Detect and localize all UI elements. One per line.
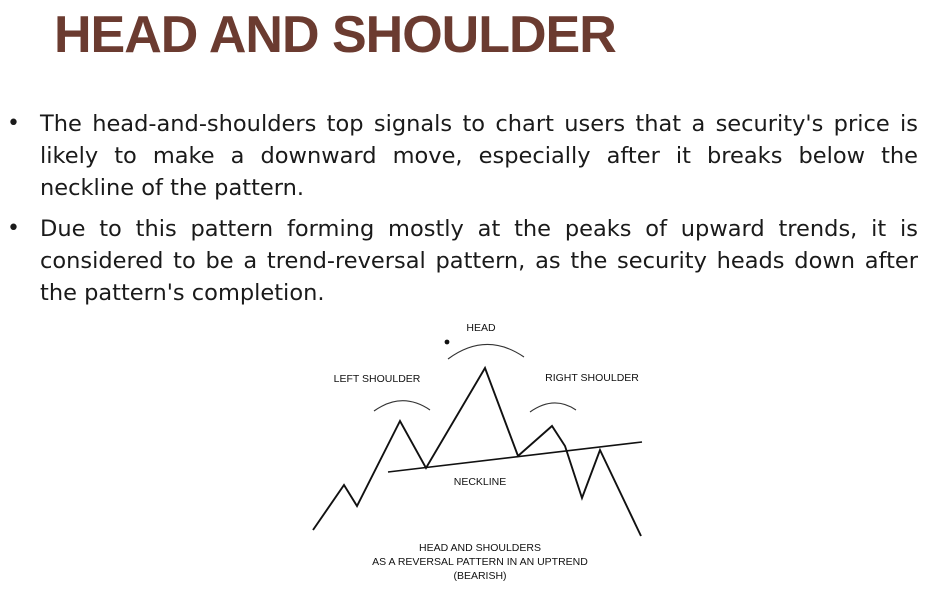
right-shoulder-label: RIGHT SHOULDER <box>545 372 639 384</box>
bullet-icon: • <box>7 216 20 241</box>
bullet-text: Due to this pattern forming mostly at the peaks of upward trends, it is considered to be a trend-reversal pattern, as the security heads down after the pattern's completion. <box>40 216 918 306</box>
bullet-text: The head-and-shoulders top signals to chart users that a security's price is likely to make a downward move, especially after it breaks below the neckline of the pattern. <box>40 111 918 201</box>
diagram-caption-line-2: AS A REVERSAL PATTERN IN AN UPTREND <box>372 556 588 568</box>
neckline-label: NECKLINE <box>453 476 507 488</box>
diagram-svg <box>300 315 660 591</box>
bullet-item <box>0 108 936 204</box>
head-dot-icon <box>445 340 450 345</box>
bullet-item <box>0 213 936 309</box>
diagram-caption-line-1: HEAD AND SHOULDERS <box>419 542 541 554</box>
slide-title: HEAD AND SHOULDER <box>54 6 616 64</box>
bullet-list <box>0 108 936 318</box>
head-and-shoulders-diagram <box>300 315 660 591</box>
left-shoulder-label: LEFT SHOULDER <box>333 373 421 385</box>
right-shoulder-arc <box>530 403 576 412</box>
bullet-icon: • <box>7 111 20 136</box>
price-line <box>313 368 641 536</box>
left-shoulder-arc <box>374 401 430 411</box>
diagram-caption-line-3: (BEARISH) <box>453 570 507 582</box>
head-label: HEAD <box>466 322 496 334</box>
head-arc <box>448 344 524 359</box>
